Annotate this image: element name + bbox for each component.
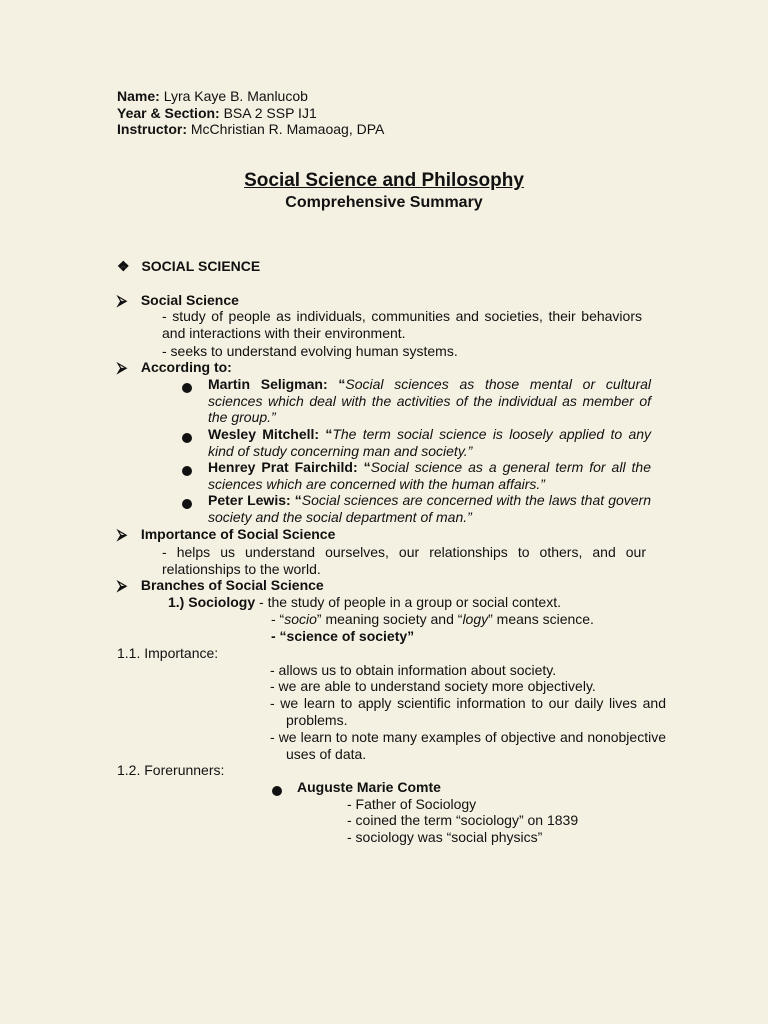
list-item: - sociology was “social physics”: [347, 829, 543, 845]
arrow-bullet-icon: ⮚: [117, 292, 127, 308]
forerunner-name: Auguste Marie Comte: [297, 779, 441, 795]
arrow-bullet-icon: ⮚: [117, 577, 127, 593]
list-item: - we learn to apply scientific information to our daily lives and problems.: [270, 695, 666, 728]
sociology-line: 1.) Sociology - the study of people in a group or social context.: [168, 594, 561, 610]
bullet-dot-icon: [182, 496, 192, 513]
bullet-dot-icon: [182, 430, 192, 447]
bullet-dot-icon: [272, 783, 282, 800]
list-item: - we learn to note many examples of objective and nonobjective uses of data.: [270, 729, 666, 762]
list-item: - allows us to obtain information about society.: [270, 662, 557, 678]
importance-1-1-label: 1.1. Importance:: [117, 645, 219, 661]
header-name-line: [117, 88, 308, 105]
instructor-label: Instructor:: [117, 121, 187, 137]
page-title: Social Science and Philosophy: [244, 170, 524, 191]
name-value: Lyra Kaye B. Manlucob: [163, 88, 308, 104]
quote-item: Wesley Mitchell: “The term social science is loosely applied to any kind of study concerning man and society.”: [208, 426, 652, 459]
bullet-dot-icon: [182, 380, 192, 397]
socio-logy-line: - “socio” meaning society and “logy” means science.: [271, 611, 594, 627]
page-subtitle: Comprehensive Summary: [285, 194, 483, 211]
quote-item: Peter Lewis: “Social sciences are concerned with the laws that govern society and the social department of man.”: [208, 492, 652, 525]
def-line-1: - study of people as individuals, communities and societies, their behaviors and interactions with their environment.: [162, 308, 642, 341]
header-year-line: [117, 105, 317, 122]
quote-item: Henrey Prat Fairchild: “Social science as a general term for all the sciences which are concerned with the human affairs.”: [208, 459, 651, 492]
bullet-dot-icon: [182, 463, 192, 480]
according-heading: ⮚ According to:: [117, 359, 232, 375]
header-instructor-line: [117, 121, 384, 138]
section-heading: ❖ SOCIAL SCIENCE: [117, 258, 261, 274]
def-heading: ⮚ Social Science: [117, 292, 239, 308]
instructor-value: McChristian R. Mamaoag, DPA: [190, 121, 385, 137]
science-of-society: - “science of society”: [271, 628, 415, 644]
diamond-bullet-icon: ❖: [117, 258, 130, 274]
importance-text: - helps us understand ourselves, our relationships to others, and our relationships to the world.: [162, 544, 646, 577]
arrow-bullet-icon: ⮚: [117, 526, 127, 542]
arrow-bullet-icon: ⮚: [117, 359, 127, 375]
name-label: Name:: [117, 88, 160, 104]
list-item: - Father of Sociology: [347, 796, 477, 812]
forerunners-label: 1.2. Forerunners:: [117, 762, 225, 778]
list-item: - we are able to understand society more objectively.: [270, 678, 596, 694]
quote-item: Martin Seligman: “Social sciences as those mental or cultural sciences which deal with the activities of the individual as member of the group.”: [208, 376, 651, 425]
branches-heading: ⮚ Branches of Social Science: [117, 577, 324, 593]
def-line-2: - seeks to understand evolving human systems.: [162, 343, 458, 359]
year-label: Year & Section:: [117, 105, 220, 121]
list-item: - coined the term “sociology” on 1839: [347, 812, 579, 828]
year-value: BSA 2 SSP IJ1: [223, 105, 317, 121]
importance-heading: ⮚ Importance of Social Science: [117, 526, 336, 542]
